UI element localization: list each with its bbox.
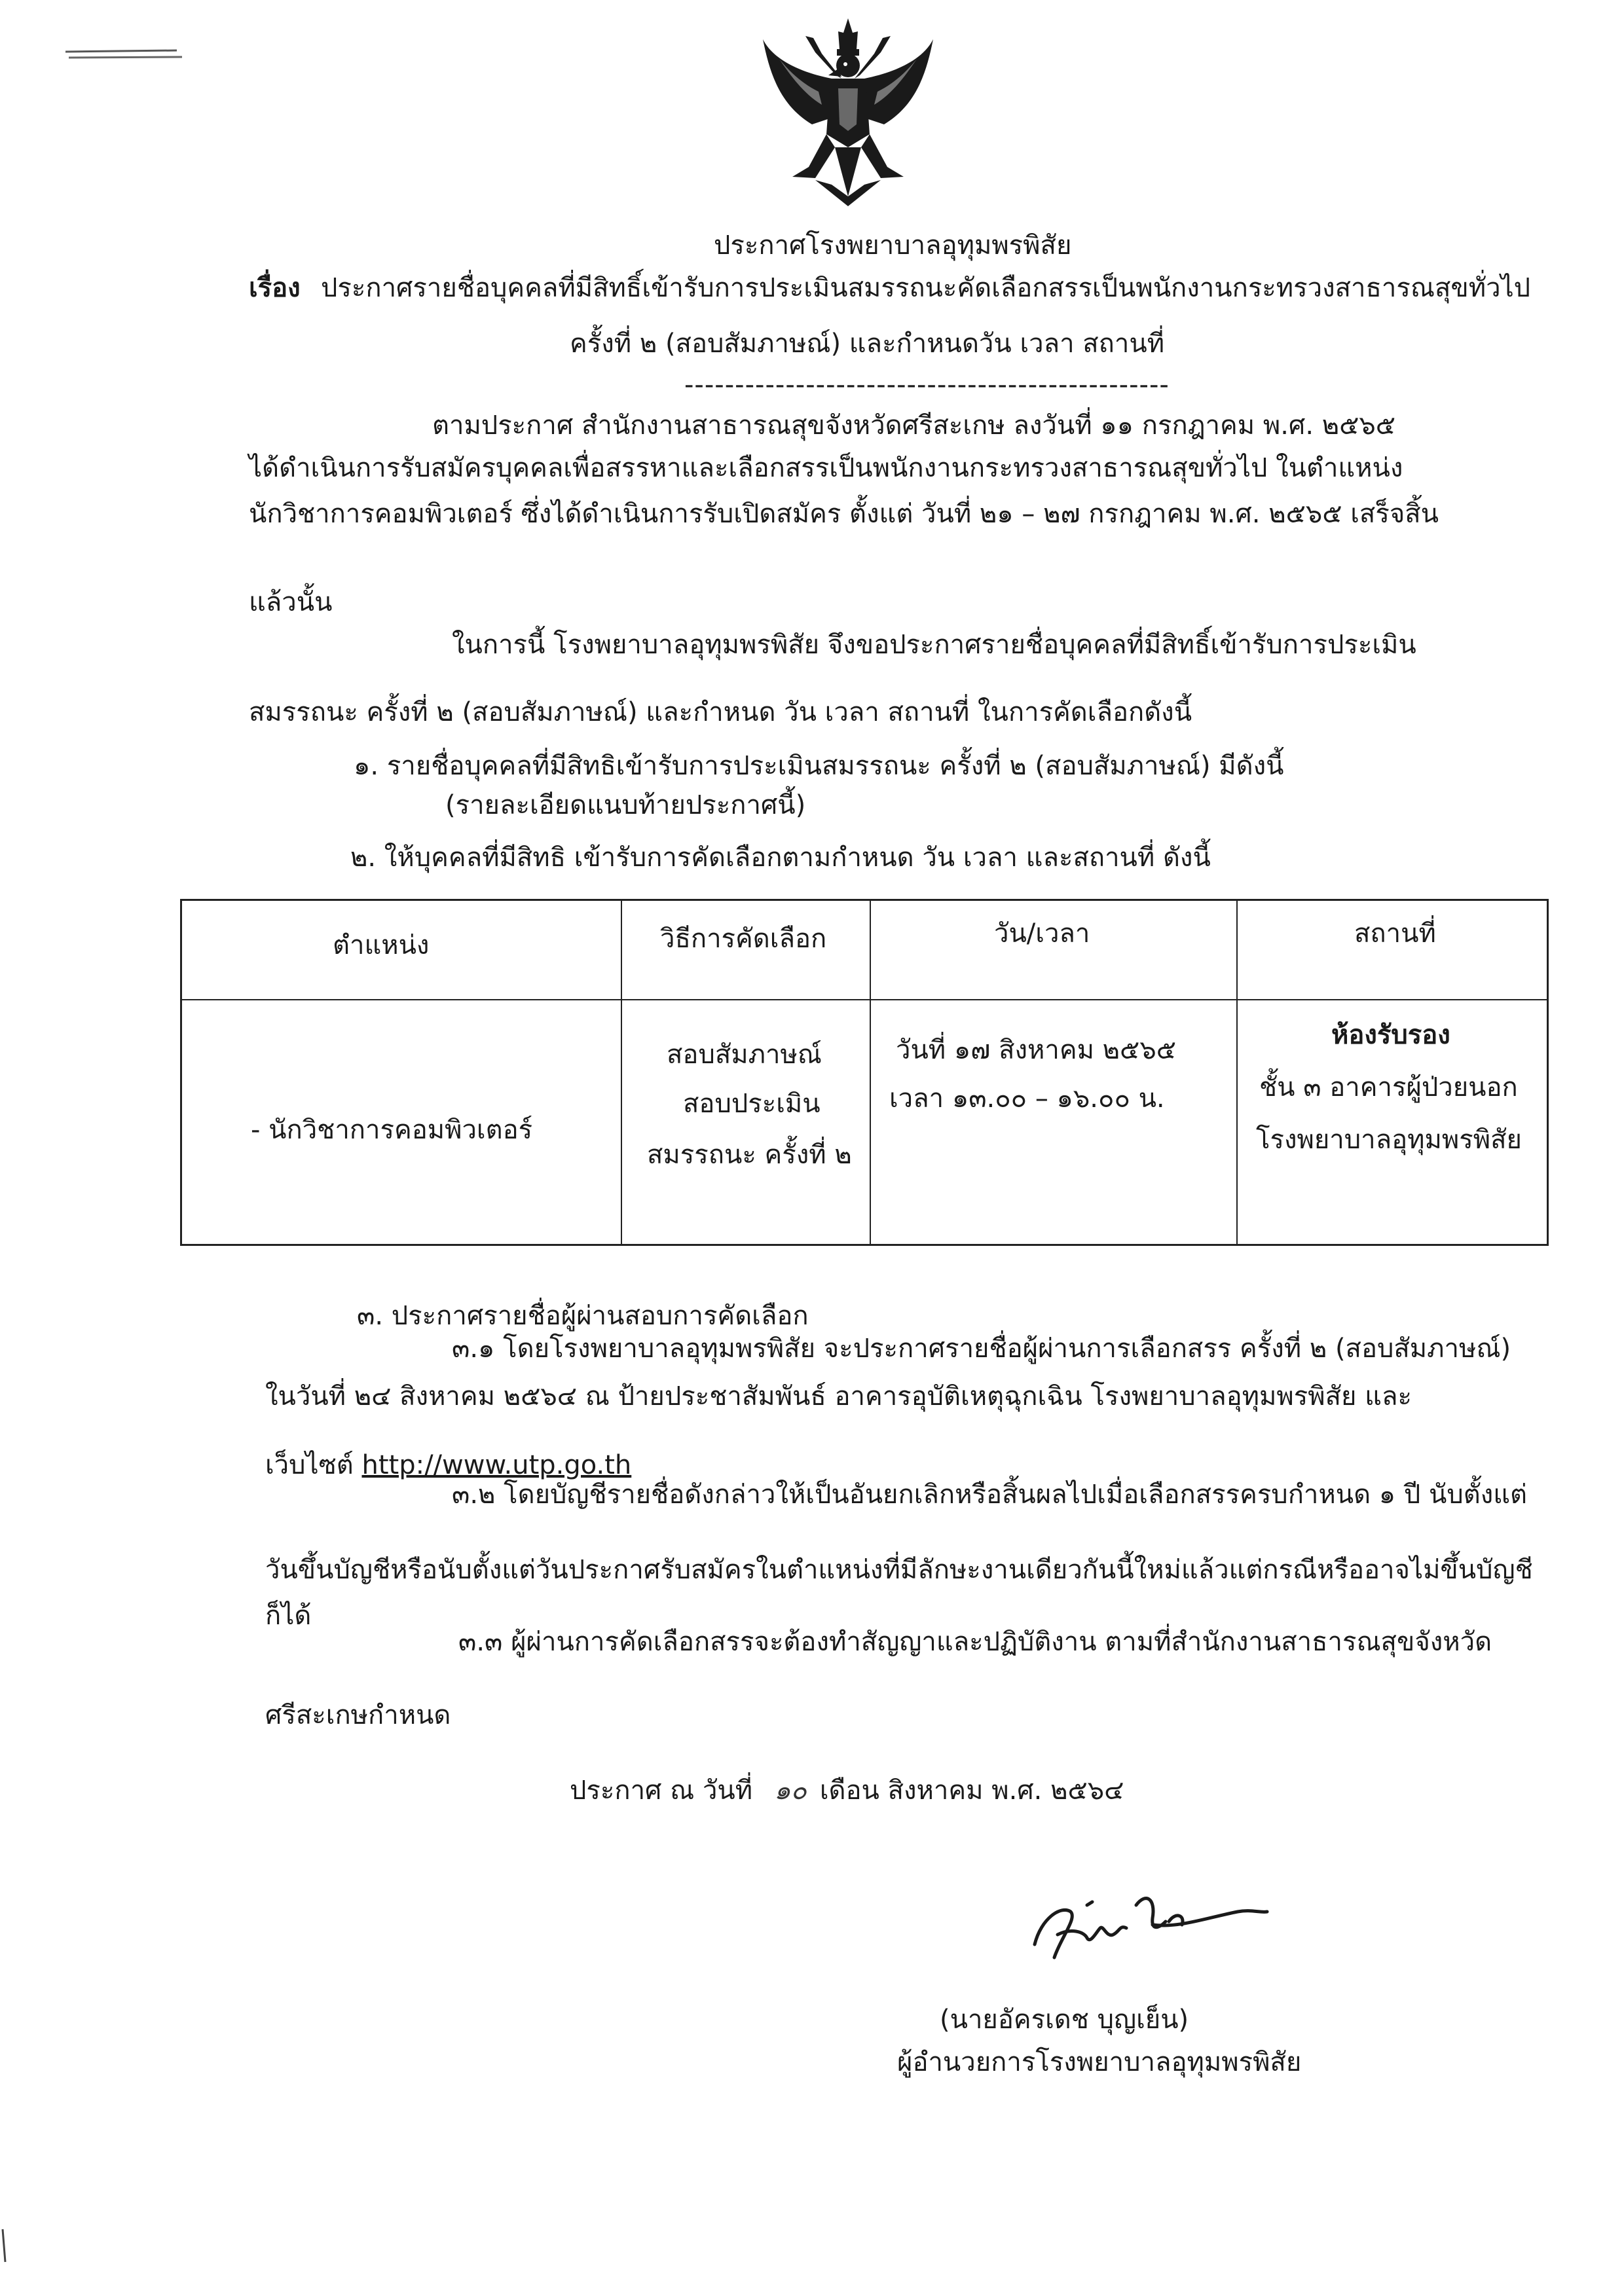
announce-day-handwritten: ๑๐ — [773, 1776, 807, 1806]
para1-line-1: ตามประกาศ สำนักงานสาธารณสุขจังหวัดศรีสะเกษ ลงวันที่ ๑๑ กรกฎาคม พ.ศ. ๒๕๖๕ — [432, 410, 1396, 441]
issuer-line: ประกาศโรงพยาบาลอุทุมพรพิสัย — [714, 230, 1072, 261]
website-link[interactable]: http://www.utp.go.th — [361, 1450, 632, 1480]
subject-line-2: ครั้งที่ ๒ (สอบสัมภาษณ์) และกำหนดวัน เวลา สถานที่ — [570, 329, 1165, 359]
table-header-position: ตำแหน่ง — [333, 930, 430, 960]
para1-line-3: นักวิชาการคอมพิวเตอร์ ซึ่งได้ดำเนินการรับเปิดสมัคร ตั้งแต่ วันที่ ๒๑ – ๒๗ กรกฎาคม พ.ศ. ๒๕๖๕ เสร็จสิ้น — [249, 499, 1439, 529]
section3-2-line-3: ก็ได้ — [265, 1601, 312, 1631]
table-header-place: สถานที่ — [1354, 919, 1436, 949]
table-cell-place-3: โรงพยาบาลอุทุมพรพิสัย — [1256, 1125, 1522, 1155]
subject-line-1: ประกาศรายชื่อบุคคลที่มีสิทธิ์เข้ารับการประเมินสมรรถนะคัดเลือกสรรเป็นพนักงานกระทรวงสาธารณสุขทั่วไป — [321, 273, 1531, 303]
subject-label: เรื่อง — [249, 273, 301, 303]
section3-1-line-3 — [265, 1452, 631, 1478]
scan-artifact-mark — [65, 49, 183, 62]
para2-line-1: ในการนี้ โรงพยาบาลอุทุมพรพิสัย จึงขอประกาศรายชื่อบุคคลที่มีสิทธิ์เข้ารับการประเมิน — [452, 630, 1416, 660]
table-cell-method-2: สอบประเมิน — [683, 1089, 821, 1119]
table-header-method: วิธีการคัดเลือก — [660, 924, 827, 954]
section3-title: ๓. ประกาศรายชื่อผู้ผ่านสอบการคัดเลือก — [357, 1301, 809, 1331]
website-label: เว็บไซต์ — [265, 1450, 362, 1480]
section3-1-line-2: ในวันที่ ๒๔ สิงหาคม ๒๕๖๔ ณ ป้ายประชาสัมพันธ์ อาคารอุบัติเหตุฉุกเฉิน โรงพยาบาลอุทุมพรพิสัย และ — [265, 1381, 1412, 1412]
section3-2-line-2: วันขึ้นบัญชีหรือนับตั้งแต่วันประกาศรับสมัครในตำแหน่งที่มีลักษะงานเดียวกันนี้ใหม่แล้วแต่กรณีหรืออาจไม่ขึ้นบัญชี — [265, 1555, 1533, 1585]
table-cell-date: วันที่ ๑๗ สิงหาคม ๒๕๖๕ — [896, 1035, 1176, 1065]
table-cell-place-1: ห้องรับรอง — [1331, 1020, 1450, 1050]
para1-line-4: แล้วนั้น — [249, 587, 333, 617]
announce-date-prefix: ประกาศ ณ วันที่ — [570, 1776, 753, 1806]
section3-3-line-2: ศรีสะเกษกำหนด — [265, 1700, 451, 1730]
schedule-table — [180, 899, 1549, 1246]
signer-name: (นายอัครเดช บุญเย็น) — [940, 2005, 1189, 2035]
header-divider: ------------------------------------------------ — [684, 370, 1170, 400]
announce-date-suffix: เดือน สิงหาคม พ.ศ. ๒๕๖๔ — [819, 1776, 1124, 1806]
table-cell-position: - นักวิชาการคอมพิวเตอร์ — [251, 1115, 533, 1145]
para2-line-2: สมรรถนะ ครั้งที่ ๒ (สอบสัมภาษณ์) และกำหนด วัน เวลา สถานที่ ในการคัดเลือกดังนี้ — [249, 697, 1192, 727]
table-cell-time: เวลา ๑๓.๐๐ – ๑๖.๐๐ น. — [889, 1084, 1165, 1114]
table-header-datetime: วัน/เวลา — [994, 919, 1090, 949]
item-1: ๑. รายชื่อบุคคลที่มีสิทธิเข้ารับการประเมินสมรรถนะ ครั้งที่ ๒ (สอบสัมภาษณ์) มีดังนี้ — [354, 751, 1284, 781]
item-2: ๒. ให้บุคคลที่มีสิทธิ เข้ารับการคัดเลือกตามกำหนด วัน เวลา และสถานที่ ดังนี้ — [350, 843, 1211, 873]
announce-date — [570, 1777, 1124, 1804]
section3-2-line-1: ๓.๒ โดยบัญชีรายชื่อดังกล่าวให้เป็นอันยกเลิกหรือสิ้นผลไปเมื่อเลือกสรรครบกำหนด ๑ ปี นับตั้งแต่ — [452, 1480, 1527, 1510]
item-1-note: (รายละเอียดแนบท้ายประกาศนี้) — [445, 790, 806, 820]
scan-edge-mark — [0, 2226, 17, 2265]
table-cell-place-2: ชั้น ๓ อาคารผู้ป่วยนอก — [1259, 1072, 1518, 1102]
garuda-emblem-icon — [753, 13, 943, 210]
handwritten-signature-icon — [1022, 1866, 1270, 1971]
para1-line-2: ได้ดำเนินการรับสมัครบุคคลเพื่อสรรหาและเลือกสรรเป็นพนักงานกระทรวงสาธารณสุขทั่วไป ในตำแหน่ง — [249, 453, 1403, 483]
section3-1-line-1: ๓.๑ โดยโรงพยาบาลอุทุมพรพิสัย จะประกาศรายชื่อผู้ผ่านการเลือกสรร ครั้งที่ ๒ (สอบสัมภาษณ์) — [452, 1334, 1511, 1364]
section3-3-line-1: ๓.๓ ผู้ผ่านการคัดเลือกสรรจะต้องทำสัญญาและปฏิบัติงาน ตามที่สำนักงานสาธารณสุขจังหวัด — [458, 1627, 1492, 1657]
table-cell-method-3: สมรรถนะ ครั้งที่ ๒ — [647, 1140, 852, 1170]
signer-title: ผู้อำนวยการโรงพยาบาลอุทุมพรพิสัย — [897, 2047, 1302, 2077]
table-cell-method-1: สอบสัมภาษณ์ — [667, 1040, 822, 1070]
